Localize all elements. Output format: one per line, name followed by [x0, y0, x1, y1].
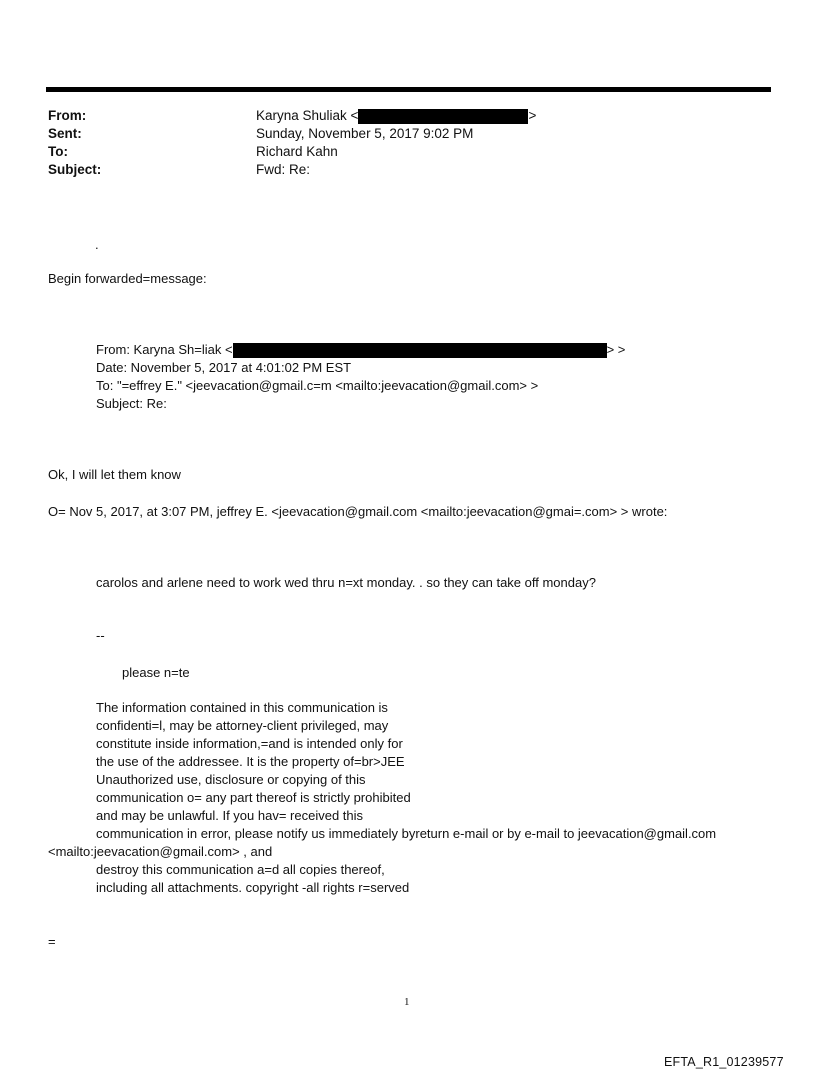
from-close: >: [528, 108, 537, 123]
disclaimer-line: communication in error, please notify us immediately byreturn e-mail or by e-mail to jeevacation@gmail.com: [96, 826, 717, 841]
disclaimer-line: the use of the addressee. It is the property of=br>JEE: [96, 754, 405, 769]
from-name: Karyna Shuliak <: [256, 108, 359, 123]
disclaimer-line: and may be unlawful. If you hav= received this: [96, 808, 364, 823]
disclaimer-line: including all attachments. copyright -all rights r=served: [96, 880, 410, 895]
redaction-bar: [233, 343, 607, 358]
signature-dashes: --: [96, 628, 105, 643]
quote-header: O= Nov 5, 2017, at 3:07 PM, jeffrey E. <jeevacation@gmail.com <mailto:jeevacation@gmai=.com> > wrote:: [48, 504, 668, 519]
fwd-from-suffix: > >: [606, 342, 626, 357]
trailing-equals: =: [48, 934, 56, 949]
page-number: 1: [404, 996, 410, 1008]
disclaimer-line: Unauthorized use, disclosure or copying of this: [96, 772, 366, 787]
stray-dot: .: [95, 237, 99, 252]
reply-text: Ok, I will let them know: [48, 467, 181, 482]
from-value: [256, 107, 536, 125]
header-rule: [46, 87, 771, 92]
sent-value: Sunday, November 5, 2017 9:02 PM: [256, 126, 474, 141]
fwd-subject: Subject: Re:: [96, 396, 167, 411]
disclaimer-line: destroy this communication a=d all copies thereof,: [96, 862, 385, 877]
to-label: To:: [48, 144, 68, 159]
from-label: From:: [48, 108, 87, 123]
fwd-from-prefix: From: Karyna Sh=liak <: [96, 342, 233, 357]
fwd-date: Date: November 5, 2017 at 4:01:02 PM EST: [96, 360, 352, 375]
redaction-bar: [358, 109, 528, 124]
subject-label: Subject:: [48, 162, 102, 177]
disclaimer-line: The information contained in this communication is: [96, 700, 388, 715]
fwd-from: [96, 341, 625, 359]
disclaimer-line: constitute inside information,=and is intended only for: [96, 736, 403, 751]
please-note: please n=te: [122, 665, 190, 680]
subject-value: Fwd: Re:: [256, 162, 311, 177]
sent-label: Sent:: [48, 126, 82, 141]
document-id: EFTA_R1_01239577: [664, 1055, 784, 1069]
to-value: Richard Kahn: [256, 144, 338, 159]
disclaimer-line: communication o= any part thereof is strictly prohibited: [96, 790, 411, 805]
quote-text: carolos and arlene need to work wed thru n=xt monday. . so they can take off monday?: [96, 575, 596, 590]
fwd-to: To: "=effrey E." <jeevacation@gmail.c=m <mailto:jeevacation@gmail.com> >: [96, 378, 539, 393]
disclaimer-wrap: <mailto:jeevacation@gmail.com> , and: [48, 844, 273, 859]
disclaimer-line: confidenti=l, may be attorney-client privileged, may: [96, 718, 389, 733]
begin-forwarded: Begin forwarded=message:: [48, 271, 207, 286]
